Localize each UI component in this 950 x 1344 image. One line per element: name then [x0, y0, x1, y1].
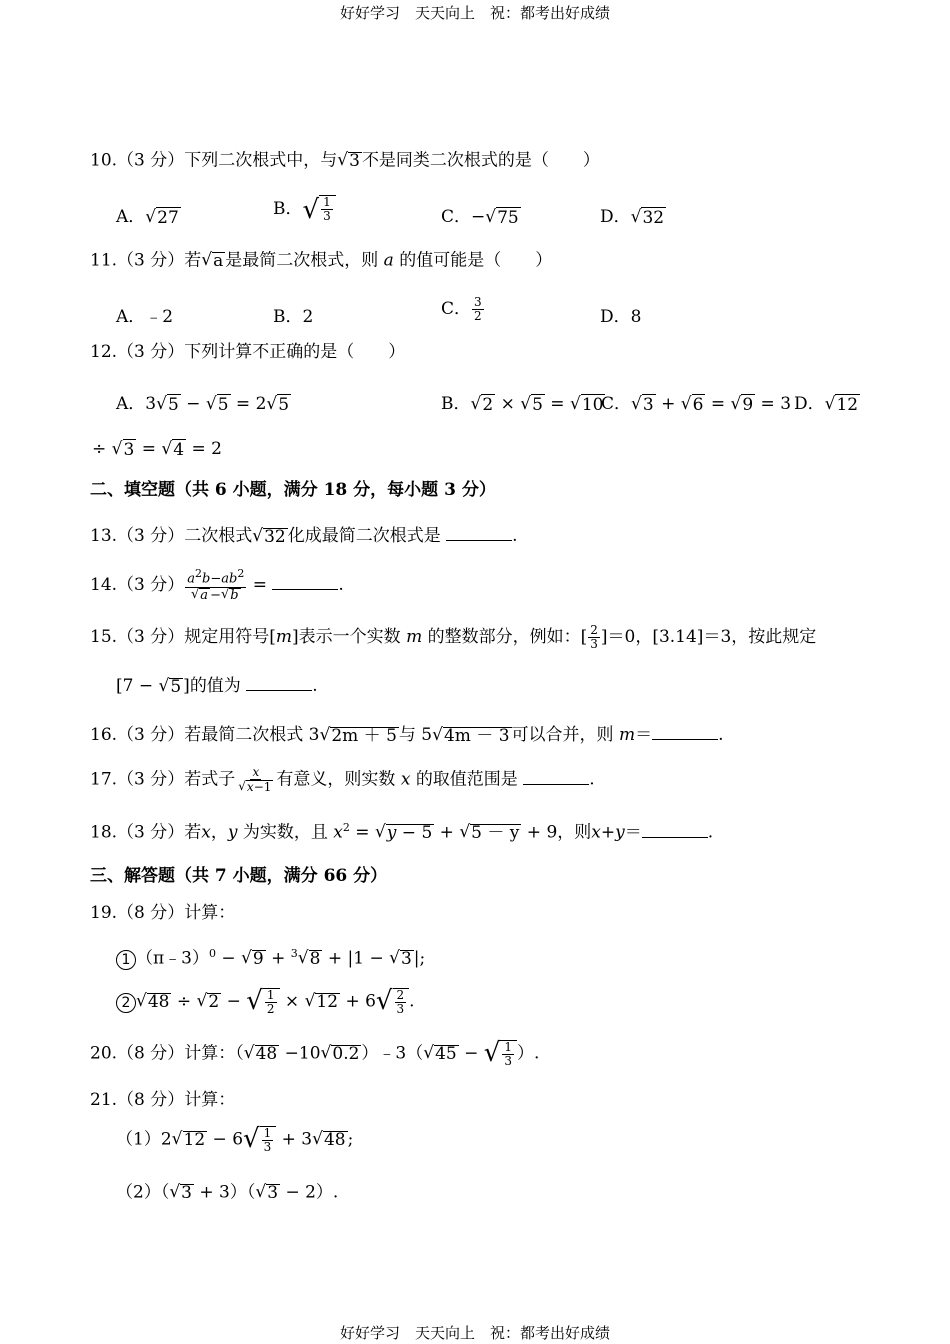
q18-stem-tail: ，则: [557, 822, 592, 843]
q11-stem: 11.（3 分）若: [90, 250, 202, 271]
page-header: 好好学习 天天向上 祝：都考出好成绩: [339, 4, 610, 22]
option-label: D．: [600, 207, 631, 227]
q10-option-a[interactable]: A． √ 27: [116, 207, 179, 228]
q11-stem-tail: 的值可能是（ ）: [399, 250, 553, 271]
q17-answer-blank[interactable]: [523, 770, 589, 785]
section-2-title: 二、填空题（共 6 小题，满分 18 分，每小题 3 分）: [90, 480, 496, 500]
q19-part-2: 2 √ 48 ÷ √ 2 − √ $\frac{1}{2}$ × √ 12 + 6 √ $\frac{2}{3}$ .: [116, 988, 415, 1016]
q17-stem-tail: 有意义，则实数: [276, 769, 396, 790]
q12-option-b[interactable]: B． √ 2 × √ 5 = √ 10: [441, 394, 604, 415]
q21-part1-label: （1）: [116, 1129, 161, 1150]
q10-option-b[interactable]: B． √ $\frac{1}{3}$: [273, 194, 336, 225]
page-footer: 好好学习 天天向上 祝：都考出好成绩: [339, 1324, 610, 1342]
q11-stem-mid: 是最简二次根式，则: [225, 250, 379, 271]
question-19: 19.（8 分）计算：: [90, 903, 236, 923]
option-label: D．: [794, 394, 825, 414]
q15-variable-m: m: [275, 627, 293, 648]
option-label: C．: [601, 394, 632, 414]
q17-variable-x: x: [400, 769, 411, 790]
q18-answer-blank[interactable]: [642, 823, 708, 838]
q13-answer-blank[interactable]: [446, 526, 512, 541]
question-11: 11.（3 分）若 √ a 是最简二次根式，则 a 的值可能是（ ）: [90, 250, 553, 271]
q15-stem-3: 的整数部分，例如：[: [427, 627, 588, 648]
question-14: 14.（3 分） $a^2b-ab^2$ √ a − √ b = .: [90, 567, 344, 603]
q12-option-c[interactable]: C． √ 3 + √ 6 = √ 9 = 3: [601, 394, 792, 415]
q17-stem: 17.（3 分）若式子: [90, 769, 236, 790]
q15-stem: 15.（3 分）规定用符号[: [90, 627, 276, 648]
option-label: A．: [116, 207, 146, 227]
q15-stem-4: ]＝0，[3.14]＝3，按此规定: [600, 627, 817, 648]
option-label: B．: [273, 199, 303, 219]
q11-variable: a: [383, 250, 394, 271]
q15-stem-5: 的值为: [189, 676, 241, 696]
q15-answer-blank[interactable]: [246, 676, 312, 691]
q16-variable-m: m: [618, 725, 636, 745]
question-15: 15.（3 分）规定用符号[m]表示一个实数 m 的整数部分，例如：[ $\frac{2}{3}$ ]＝0，[3.14]＝3，按此规定: [90, 623, 817, 652]
option-label: C．: [441, 207, 472, 227]
question-15-line2: [7 − √ 5 ]的值为 .: [116, 675, 318, 697]
q16-answer-blank[interactable]: [652, 725, 718, 740]
q12-option-d-cont: ÷ √ 3 = √ 4 = 2: [92, 439, 222, 460]
q11-option-c[interactable]: C． $\frac{3}{2}$: [441, 294, 482, 323]
option-label: C．: [441, 299, 472, 319]
q16-stem-mid: 与 5: [398, 725, 433, 745]
q13-stem: 13.（3 分）二次根式: [90, 526, 253, 546]
q21-part-1: （1）2 √ 12 − 6 √ $\frac{1}{3}$ + 3 √ 48 ;: [116, 1124, 354, 1155]
question-16: 16.（3 分）若最简二次根式 3 √ 2m ＋ 5 与 5 √ 4m － 3 可以合并，则 m＝ .: [90, 724, 724, 746]
q15-stem-2: ]表示一个实数: [292, 627, 401, 648]
question-20: 20.（8 分）计算：（ √ 48 −10 √ 0.2 ）﹣3（ √ 45 − √ $\frac{1}{3}$ ）.: [90, 1038, 540, 1069]
q10-option-c[interactable]: C．− √ 75: [441, 207, 519, 228]
q16-stem-tail: 可以合并，则: [511, 725, 614, 745]
q10-stem-tail: 不是同类二次根式的是（ ）: [361, 150, 600, 171]
q14-answer-blank[interactable]: [272, 575, 338, 590]
q19-part2-marker: 2: [116, 993, 136, 1013]
q19-part1-marker: 1: [116, 950, 136, 970]
q18-equals: ＝: [624, 822, 642, 843]
q16-equals: ＝: [635, 725, 653, 745]
section-3-title: 三、解答题（共 7 小题，满分 66 分）: [90, 866, 388, 886]
q18-stem-mid: 为实数，且: [242, 822, 328, 843]
q18-stem: 18.（3 分）若: [90, 822, 202, 843]
q16-stem: 16.（3 分）若最简二次根式 3: [90, 725, 320, 745]
q13-stem-tail: 化成最简二次根式是: [287, 526, 441, 546]
question-21: 21.（8 分）计算：: [90, 1090, 236, 1110]
q20-stem: 20.（8 分）计算：（: [90, 1043, 244, 1064]
q11-option-d[interactable]: D．8: [600, 307, 642, 327]
option-label: B．: [441, 394, 471, 414]
q17-stem-tail2: 的取值范围是: [415, 769, 518, 790]
question-18: 18.（3 分）若x，y 为实数，且 $x^2$ = √ y − 5 + √ 5 － y + 9，则x+y＝ .: [90, 821, 714, 844]
question-10: 10.（3 分）下列二次根式中，与 √ 3 不是同类二次根式的是（ ）: [90, 150, 600, 171]
q21-part2-label: （2）: [116, 1182, 161, 1203]
question-13: 13.（3 分）二次根式 √ 32 化成最简二次根式是 .: [90, 525, 518, 547]
q21-part-2: （2）（ √ 3 + 3）（ √ 3 − 2）.: [116, 1182, 339, 1203]
question-17: 17.（3 分）若式子 x √ x−1 有意义，则实数 x 的取值范围是 .: [90, 765, 595, 795]
q19-part-1: 1 （π﹣3）$^0$ − √ 9 + $^3$ √ 8 + |1 − √ 3 |;: [116, 948, 425, 970]
q15-variable-m2: m: [406, 627, 423, 648]
q11-option-a[interactable]: A．﹣2: [116, 307, 174, 327]
question-12: 12.（3 分）下列计算不正确的是（ ）: [90, 342, 406, 362]
option-label: A．: [116, 394, 146, 414]
q12-option-d[interactable]: D． √ 12: [794, 394, 859, 415]
q12-option-a[interactable]: A．3 √ 5 − √ 5 = 2 √ 5: [116, 394, 290, 415]
q10-option-d[interactable]: D． √ 32: [600, 207, 665, 228]
q10-stem: 10.（3 分）下列二次根式中，与: [90, 150, 338, 171]
q14-stem: 14.（3 分）: [90, 575, 185, 596]
q11-option-b[interactable]: B．2: [273, 307, 314, 327]
